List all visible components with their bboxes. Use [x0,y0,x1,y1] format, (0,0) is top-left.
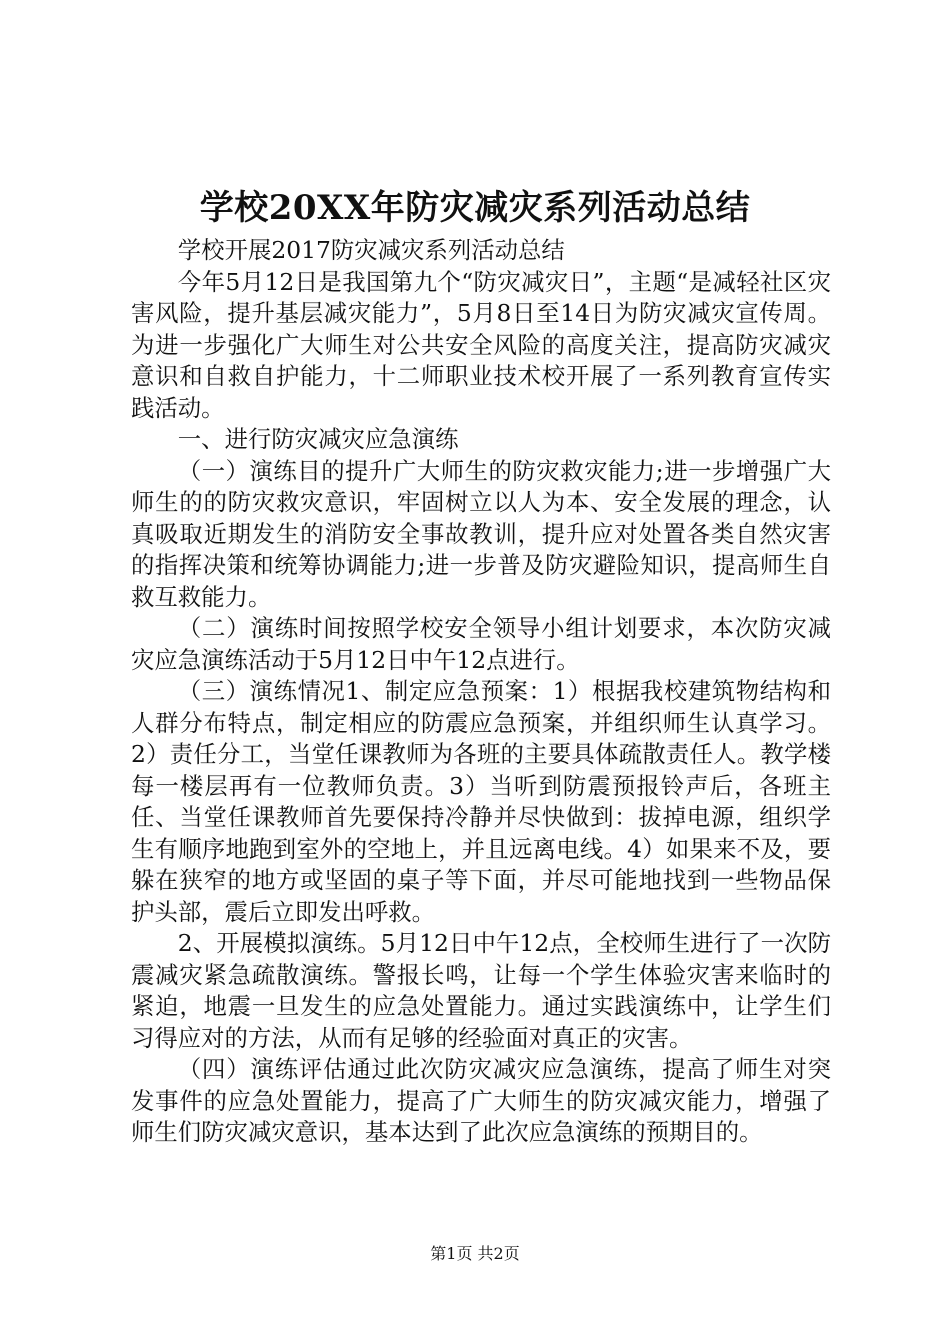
drill-situation-paragraph: （三）演练情况1、制定应急预案：1）根据我校建筑物结构和人群分布特点，制定相应的防震应急预案，并组织师生认真学习。2）责任分工，当堂任课教师为各班的主要具体疏散责任人。教学楼每一楼层再有一位教师负责。3）当听到防震预报铃声后，各班主任、当堂任课教师首先要保持冷静并尽快做到：拔掉电源，组织学生有顺序地跑到室外的空地上，并且远离电线。4）如果来不及，要躲在狭窄的地方或坚固的桌子等下面，并尽可能地找到一些物品保护头部，震后立即发出呼救。 [131,677,831,926]
document-title: 学校20XX年防灾减灾系列活动总结 [199,188,751,228]
intro-paragraph: 今年5月12日是我国第九个“防灾减灾日”，主题“是减轻社区灾害风险，提升基层减灾能力”，5月8日至14日为防灾减灾宣传周。为进一步强化广大师生对公共安全风险的高度关注，提高防灾减灾意识和自救自护能力，十二师职业技术校开展了一系列教育宣传实践活动。 [131,267,831,422]
subtitle-paragraph: 学校开展2017防灾减灾系列活动总结 [177,236,565,264]
simulation-drill-paragraph: 2、开展模拟演练。5月12日中午12点，全校师生进行了一次防震减灾紧急疏散演练。警报长鸣，让每一个学生体验灾害来临时的紧迫，地震一旦发生的应急处置能力。通过实践演练中，让学生们习得应对的方法，从而有足够的经验面对真正的灾害。 [131,929,831,1052]
drill-evaluation-paragraph: （四）演练评估通过此次防灾减灾应急演练，提高了师生对突发事件的应急处置能力，提高了广大师生的防灾减灾能力，增强了师生们防灾减灾意识，基本达到了此次应急演练的预期目的。 [131,1055,831,1146]
page-number-footer: 第1页 共2页 [430,1244,520,1263]
drill-time-paragraph: （二）演练时间按照学校安全领导小组计划要求，本次防灾减灾应急演练活动于5月12日中午12点进行。 [131,614,831,674]
drill-purpose-paragraph: （一）演练目的提升广大师生的防灾救灾能力;进一步增强广大师生的的防灾救灾意识，牢固树立以人为本、安全发展的理念，认真吸取近期发生的消防安全事故教训，提升应对处置各类自然灾害的指挥决策和统筹协调能力;进一步普及防灾避险知识，提高师生自救互救能力。 [131,456,831,611]
document-body [131,235,831,1149]
section-heading-drill: 一、进行防灾减灾应急演练 [177,425,459,453]
